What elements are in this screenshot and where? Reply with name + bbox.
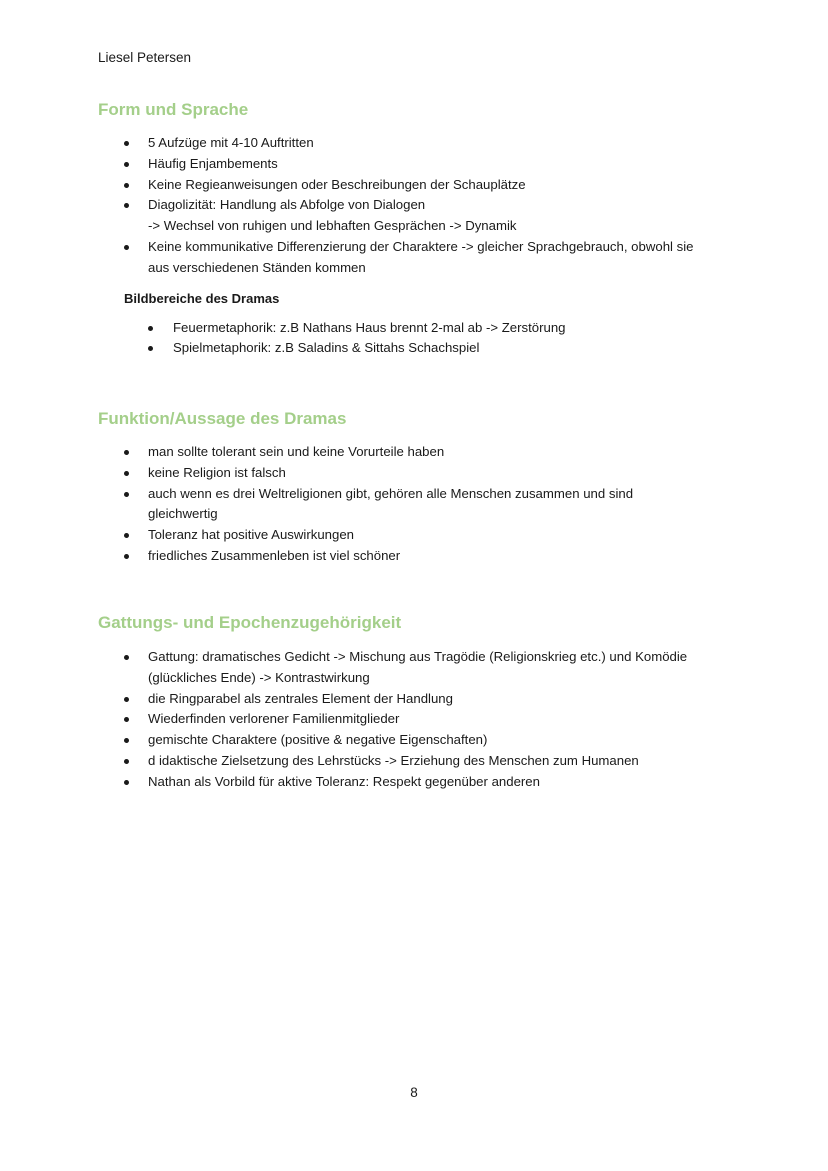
page-number: 8 — [410, 1085, 418, 1100]
list-item — [98, 175, 748, 196]
list-item-text: Keine Regieanweisungen oder Beschreibungen der Schauplätze — [148, 176, 526, 192]
list-item-text: Feuermetaphorik: z.B Nathans Haus brennt 2-mal ab -> Zerstörung — [173, 319, 566, 335]
list-item — [98, 689, 748, 710]
list-item — [98, 525, 748, 546]
list-item-text: keine Religion ist falsch — [148, 464, 286, 480]
list-item-text: friedliches Zusammenleben ist viel schöner — [148, 547, 401, 563]
section-heading: Funktion/Aussage des Dramas — [98, 409, 347, 428]
section-form-und-sprache — [98, 100, 748, 359]
list-item-continuation: -> Wechsel von ruhigen und lebhaften Gesprächen -> Dynamik — [148, 218, 517, 234]
list-item — [98, 709, 748, 730]
section-heading: Gattungs- und Epochenzugehörigkeit — [98, 613, 402, 632]
list-item-text: Diagolizität: Handlung als Abfolge von Dialogen — [148, 197, 426, 213]
list-item-continuation: (glückliches Ende) -> Kontrastwirkung — [148, 669, 370, 685]
list-item — [98, 463, 748, 484]
bullet-list — [98, 647, 748, 793]
list-item-text: Gattung: dramatisches Gedicht -> Mischung aus Tragödie (Religionskrieg etc.) und Komödie — [148, 649, 688, 664]
list-item-text: Wiederfinden verlorener Familienmitglieder — [148, 711, 400, 727]
list-item-text: gemischte Charaktere (positive & negative Eigenschaften) — [148, 732, 488, 748]
section-funktion-aussage — [98, 409, 748, 567]
page-header-author: Liesel Petersen — [98, 50, 192, 65]
list-item — [98, 442, 748, 463]
list-item-continuation: aus verschiedenen Ständen kommen — [148, 259, 366, 275]
list-item-text: Nathan als Vorbild für aktive Toleranz: Respekt gegenüber anderen — [148, 773, 540, 789]
section-heading: Form und Sprache — [98, 100, 249, 119]
list-item — [98, 133, 748, 154]
list-item-text: Keine kommunikative Differenzierung der Charaktere -> gleicher Sprachgebrauch, obwohl sie — [148, 238, 694, 254]
bullet-list — [98, 133, 748, 279]
list-item-text: Spielmetaphorik: z.B Saladins & Sittahs Schachspiel — [173, 340, 480, 356]
subsection-heading: Bildbereiche des Dramas — [124, 290, 280, 306]
list-item-text: 5 Aufzüge mit 4-10 Auftritten — [148, 135, 314, 150]
section-gattung-epoche — [98, 613, 748, 793]
list-item — [98, 237, 748, 279]
list-item — [98, 154, 748, 175]
list-item — [98, 484, 748, 526]
list-item — [98, 318, 748, 339]
list-item — [98, 195, 748, 237]
list-item-text: Häufig Enjambements — [148, 155, 278, 171]
bullet-list — [98, 442, 748, 567]
list-item-text: Toleranz hat positive Auswirkungen — [148, 527, 354, 543]
list-item — [98, 546, 748, 567]
list-item-continuation: gleichwertig — [148, 506, 218, 522]
list-item — [98, 751, 748, 772]
list-item — [98, 338, 748, 359]
list-item-text: man sollte tolerant sein und keine Vorurteile haben — [148, 444, 445, 459]
list-item — [98, 772, 748, 793]
list-item-text: d idaktische Zielsetzung des Lehrstücks -> Erziehung des Menschen zum Humanen — [148, 752, 639, 768]
list-item-text: die Ringparabel als zentrales Element der Handlung — [148, 690, 453, 706]
list-item-text: auch wenn es drei Weltreligionen gibt, gehören alle Menschen zusammen und sind — [148, 485, 634, 501]
sub-bullet-list — [98, 318, 748, 360]
list-item — [98, 730, 748, 751]
list-item — [98, 647, 748, 689]
